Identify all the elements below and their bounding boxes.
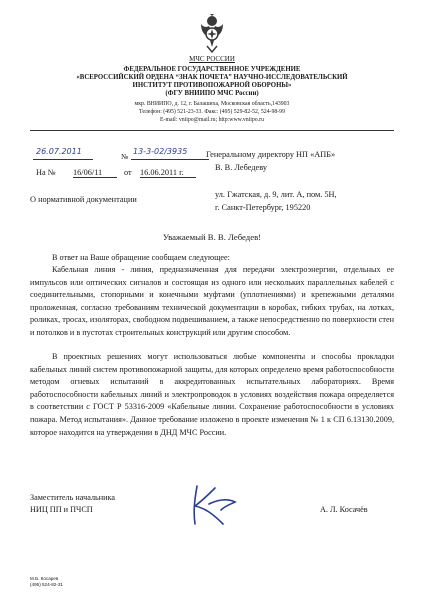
org-address: мкр. ВНИИПО, д. 12, г. Балашиха, Московская область,143903 (134, 101, 290, 107)
executor-name: М.Б. Косарев (30, 576, 59, 581)
org-title-line4: (ФГУ ВНИИПО МЧС России) (165, 90, 259, 97)
paragraph-intro: В ответ на Ваше обращение сообщаем следующее: (52, 253, 230, 262)
executor-phone: (495) 524-82-31 (30, 582, 63, 587)
paragraph-definition: Кабельная линия - линия, предназначенная для передачи электроэнергии, отдельных ее импульсов или оптических сигналов и состоящая из одного или нескольких параллельных кабелей с соединительными, стопорными и конечными муфтами (уплотнениями) и крепежными деталями проложенная, согласно требованиям технической документации в коробах, гибких трубах, на лотках, роликах, тросах, изоляторах, свободном подвешиванием, а также непосредственно по поверхности стен и потолков и в пустотах строительных конструкций или другим способом. (30, 265, 394, 337)
number-label: № (121, 152, 129, 161)
reference-number: 16/06/11 (73, 168, 117, 178)
org-web: E-mail: vniipo@mail.ru; http:www.vniipo.ru (160, 117, 264, 123)
org-title-line3: ИНСТИТУТ ПРОТИВОПОЖАРНОЙ ОБОРОНЫ» (132, 82, 292, 89)
header-separator (30, 130, 394, 131)
emchs-emblem-icon (197, 14, 227, 54)
reference-label: На № (36, 168, 56, 177)
recipient-name: В. В. Лебедеву (215, 163, 267, 172)
recipient-address-line2: г. Санкт-Петербург, 195220 (215, 203, 311, 212)
handwritten-number: 13-3-02/3935 (133, 147, 188, 156)
executor-info (30, 576, 63, 588)
signer-name: А. Л. Косачёв (320, 505, 368, 514)
date-underline (33, 159, 93, 160)
org-title-line2: «ВСЕРОССИЙСКИЙ ОРДЕНА “ЗНАК ПОЧЕТА” НАУЧНО-ИССЛЕДОВАТЕЛЬСКИЙ (76, 74, 348, 81)
org-short-name: МЧС РОССИИ (189, 55, 235, 63)
signer-position-line1: Заместитель начальника (30, 493, 116, 502)
recipient-position: Генеральному директору НП «АПБ» (206, 150, 336, 159)
letter-subject: О нормативной документации (30, 195, 137, 204)
reference-from-label: от (124, 168, 132, 177)
handwritten-signature (183, 480, 261, 528)
paragraph-requirements: В проектных решениях могут использоваться любые компоненты и способы прокладки кабельных линий систем противопожарной защиты, для которых определено время работоспособности методом огневых испытаний в аккредитованных испытательных лабораториях. Время работоспособности кабельных линий и электропроводок в условиях воздействия пожара определяется в соответствии с ГОСТ Р 53316-2009 «Кабельные линии. Сохранение работоспособности в условиях пожара. Метод испытания». Данное требование изложено в проекте изменения № 1 к СП 6.13130.2009, которое находится на утверждении в ДНД МЧС России. (30, 352, 394, 437)
handwritten-date: 26.07.2011 (36, 147, 82, 156)
signer-position (30, 492, 115, 516)
org-title-line1: ФЕДЕРАЛЬНОЕ ГОСУДАРСТВЕННОЕ УЧРЕЖДЕНИЕ (123, 66, 301, 73)
signer-position-line2: НИЦ ПП и ПЧСП (30, 505, 93, 514)
greeting: Уважаемый В. В. Лебедев! (162, 232, 262, 242)
recipient-address-line1: ул. Гжатская, д. 9, лит. А, пом. 5Н, (215, 190, 337, 199)
org-phones: Телефон: (495) 521-23-33. Факс: (495) 529-82-52, 524-98-99 (139, 109, 285, 115)
number-underline (131, 159, 209, 160)
reference-date: 16.06.2011 г. (140, 168, 196, 178)
